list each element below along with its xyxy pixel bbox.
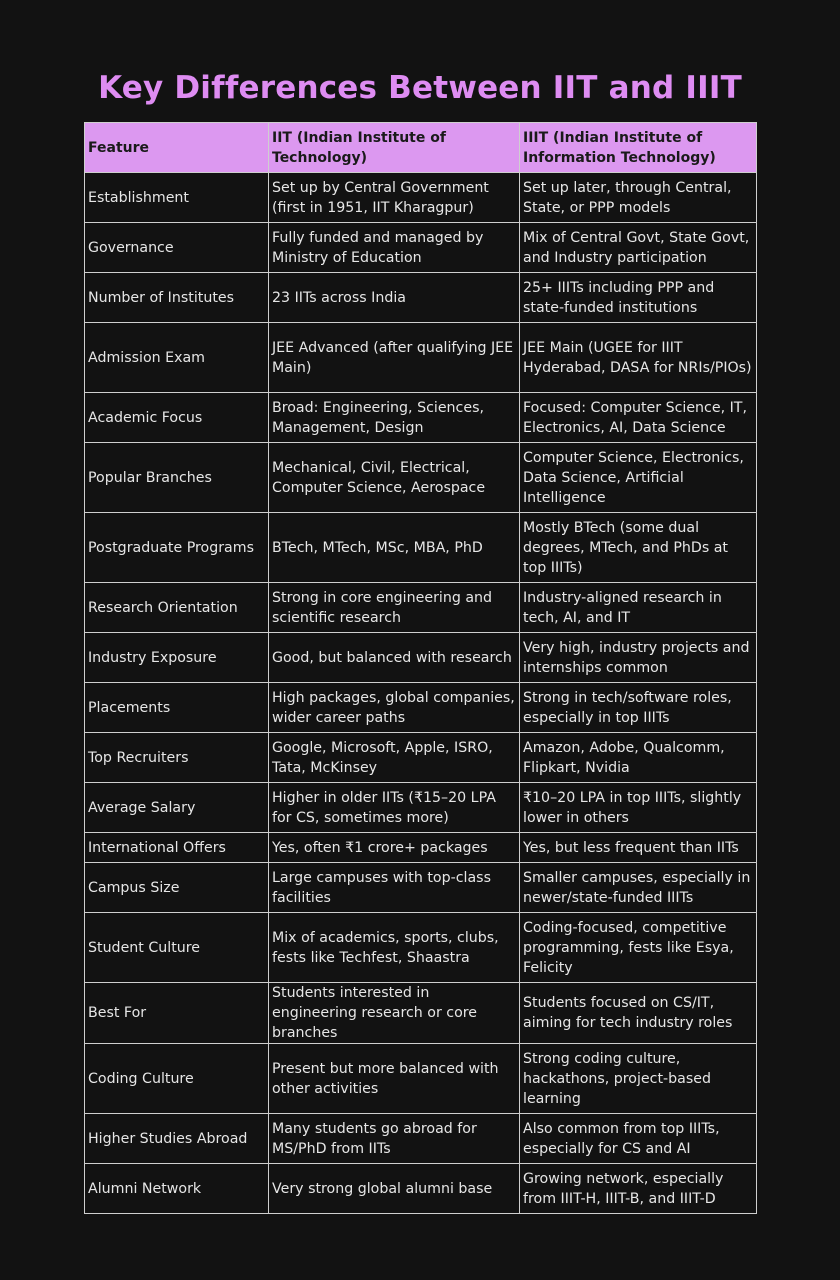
comparison-table bbox=[84, 122, 757, 1214]
feature-cell: Research Orientation bbox=[85, 583, 269, 633]
feature-cell: Top Recruiters bbox=[85, 733, 269, 783]
header-feature: Feature bbox=[85, 123, 269, 173]
iiit-cell: Mix of Central Govt, State Govt, and Industry participation bbox=[520, 223, 757, 273]
table-row bbox=[85, 223, 757, 273]
iit-cell: Google, Microsoft, Apple, ISRO, Tata, McKinsey bbox=[269, 733, 520, 783]
iiit-cell: ₹10–20 LPA in top IIITs, slightly lower in others bbox=[520, 783, 757, 833]
table-row bbox=[85, 913, 757, 983]
iiit-cell: Growing network, especially from IIIT-H, IIIT-B, and IIIT-D bbox=[520, 1164, 757, 1214]
table-row bbox=[85, 173, 757, 223]
table-row bbox=[85, 633, 757, 683]
feature-cell: Campus Size bbox=[85, 863, 269, 913]
table-row bbox=[85, 863, 757, 913]
feature-cell: Placements bbox=[85, 683, 269, 733]
header-iit: IIT (Indian Institute of Technology) bbox=[269, 123, 520, 173]
feature-cell: Admission Exam bbox=[85, 323, 269, 393]
table-row bbox=[85, 273, 757, 323]
feature-cell: Industry Exposure bbox=[85, 633, 269, 683]
iiit-cell: Also common from top IIITs, especially for CS and AI bbox=[520, 1114, 757, 1164]
feature-cell: Academic Focus bbox=[85, 393, 269, 443]
iit-cell: Many students go abroad for MS/PhD from IITs bbox=[269, 1114, 520, 1164]
feature-cell: Governance bbox=[85, 223, 269, 273]
table-row bbox=[85, 783, 757, 833]
iit-cell: Students interested in engineering research or core branches bbox=[269, 983, 520, 1044]
table-row bbox=[85, 683, 757, 733]
iiit-cell: 25+ IIITs including PPP and state-funded institutions bbox=[520, 273, 757, 323]
table-row bbox=[85, 443, 757, 513]
table-row bbox=[85, 583, 757, 633]
iit-cell: BTech, MTech, MSc, MBA, PhD bbox=[269, 513, 520, 583]
iit-cell: High packages, global companies, wider career paths bbox=[269, 683, 520, 733]
iiit-cell: JEE Main (UGEE for IIIT Hyderabad, DASA for NRIs/PIOs) bbox=[520, 323, 757, 393]
table-row bbox=[85, 323, 757, 393]
feature-cell: Best For bbox=[85, 983, 269, 1044]
iiit-cell: Coding-focused, competitive programming, fests like Esya, Felicity bbox=[520, 913, 757, 983]
iiit-cell: Amazon, Adobe, Qualcomm, Flipkart, Nvidia bbox=[520, 733, 757, 783]
feature-cell: Higher Studies Abroad bbox=[85, 1114, 269, 1164]
iit-cell: JEE Advanced (after qualifying JEE Main) bbox=[269, 323, 520, 393]
iiit-cell: Students focused on CS/IT, aiming for tech industry roles bbox=[520, 983, 757, 1044]
feature-cell: Student Culture bbox=[85, 913, 269, 983]
iit-cell: Set up by Central Government (first in 1951, IIT Kharagpur) bbox=[269, 173, 520, 223]
iiit-cell: Computer Science, Electronics, Data Science, Artificial Intelligence bbox=[520, 443, 757, 513]
table-row bbox=[85, 733, 757, 783]
iit-cell: Broad: Engineering, Sciences, Management, Design bbox=[269, 393, 520, 443]
iiit-cell: Industry-aligned research in tech, AI, and IT bbox=[520, 583, 757, 633]
feature-cell: Alumni Network bbox=[85, 1164, 269, 1214]
feature-cell: Average Salary bbox=[85, 783, 269, 833]
iit-cell: Large campuses with top-class facilities bbox=[269, 863, 520, 913]
table-row bbox=[85, 833, 757, 863]
iiit-cell: Set up later, through Central, State, or PPP models bbox=[520, 173, 757, 223]
table-row bbox=[85, 1164, 757, 1214]
feature-cell: Number of Institutes bbox=[85, 273, 269, 323]
iit-cell: Fully funded and managed by Ministry of Education bbox=[269, 223, 520, 273]
iit-cell: Yes, often ₹1 crore+ packages bbox=[269, 833, 520, 863]
iit-cell: 23 IITs across India bbox=[269, 273, 520, 323]
page-title: Key Differences Between IIT and IIIT bbox=[98, 70, 742, 106]
feature-cell: Popular Branches bbox=[85, 443, 269, 513]
table-row bbox=[85, 983, 757, 1044]
iiit-cell: Strong coding culture, hackathons, project-based learning bbox=[520, 1044, 757, 1114]
iit-cell: Mix of academics, sports, clubs, fests like Techfest, Shaastra bbox=[269, 913, 520, 983]
table-row bbox=[85, 393, 757, 443]
iiit-cell: Very high, industry projects and internships common bbox=[520, 633, 757, 683]
feature-cell: Establishment bbox=[85, 173, 269, 223]
table-row bbox=[85, 1044, 757, 1114]
iiit-cell: Focused: Computer Science, IT, Electronics, AI, Data Science bbox=[520, 393, 757, 443]
iit-cell: Present but more balanced with other activities bbox=[269, 1044, 520, 1114]
table-row bbox=[85, 1114, 757, 1164]
iit-cell: Strong in core engineering and scientific research bbox=[269, 583, 520, 633]
iiit-cell: Yes, but less frequent than IITs bbox=[520, 833, 757, 863]
feature-cell: Coding Culture bbox=[85, 1044, 269, 1114]
table-row bbox=[85, 513, 757, 583]
iit-cell: Higher in older IITs (₹15–20 LPA for CS, sometimes more) bbox=[269, 783, 520, 833]
iit-cell: Good, but balanced with research bbox=[269, 633, 520, 683]
feature-cell: Postgraduate Programs bbox=[85, 513, 269, 583]
iiit-cell: Mostly BTech (some dual degrees, MTech, and PhDs at top IIITs) bbox=[520, 513, 757, 583]
iit-cell: Very strong global alumni base bbox=[269, 1164, 520, 1214]
table-header-row bbox=[85, 123, 757, 173]
iit-cell: Mechanical, Civil, Electrical, Computer Science, Aerospace bbox=[269, 443, 520, 513]
iiit-cell: Smaller campuses, especially in newer/state-funded IIITs bbox=[520, 863, 757, 913]
header-iiit: IIIT (Indian Institute of Information Technology) bbox=[520, 123, 757, 173]
feature-cell: International Offers bbox=[85, 833, 269, 863]
iiit-cell: Strong in tech/software roles, especially in top IIITs bbox=[520, 683, 757, 733]
